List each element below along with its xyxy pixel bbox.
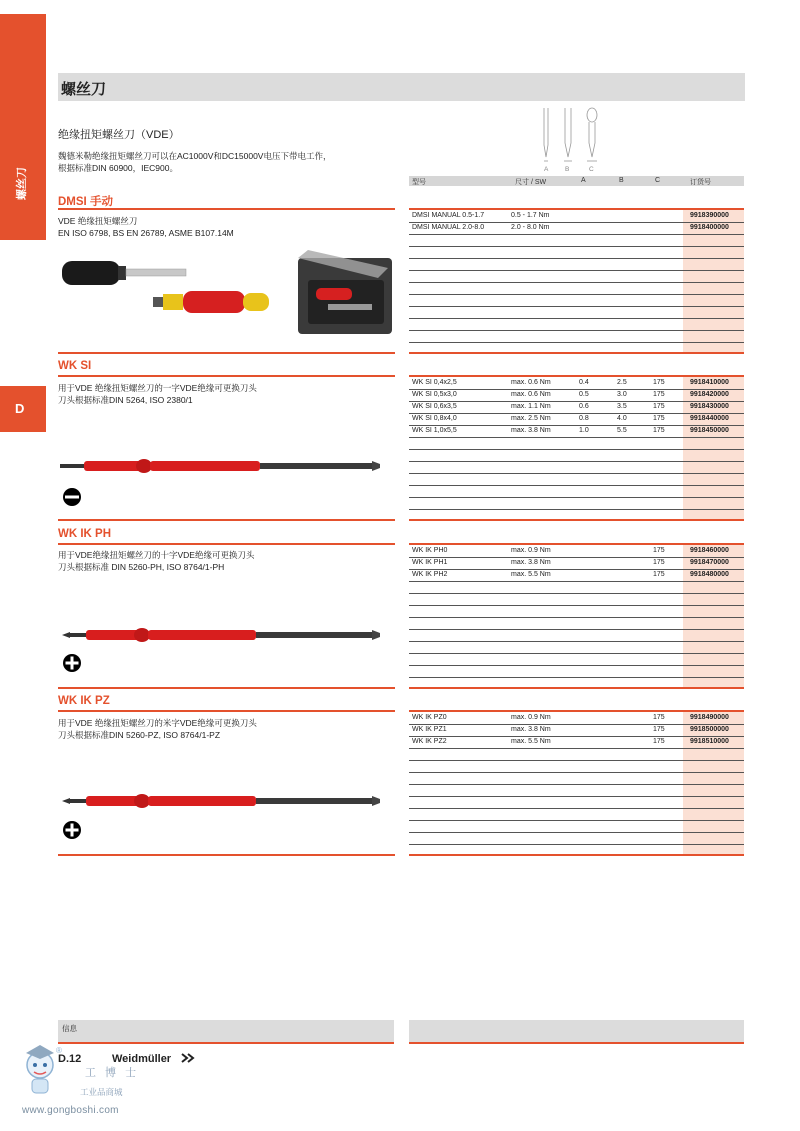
section-desc-wk-ik-ph	[58, 549, 388, 573]
table-wk-ik-ph	[409, 543, 744, 689]
cell-size: max. 5.5 Nm	[511, 738, 551, 745]
col-type: 型号	[412, 179, 426, 186]
cell-c: 175	[653, 714, 665, 721]
cell-type: WK SI 0,6x3,5	[412, 403, 457, 410]
row-line	[409, 473, 744, 474]
col-c: C	[655, 177, 661, 184]
cell-b: 5.5	[617, 427, 627, 434]
row-line	[409, 617, 744, 618]
cell-size: max. 0.6 Nm	[511, 379, 551, 386]
intro-line-1: 魏德米勒绝缘扭矩螺丝刀可以在AC1000V和DC15000V电压下带电工作，	[58, 151, 332, 161]
cell-type: WK SI 1,0x5,5	[412, 427, 457, 434]
page-number: D.12	[58, 1053, 82, 1065]
col-order: 订货号	[690, 179, 711, 186]
section-desc-line: EN ISO 6798, BS EN 26789, ASME B107.14M	[58, 228, 234, 238]
wk-si-blade-image	[60, 455, 390, 477]
section-title-wk-ik-ph: WK IK PH	[58, 528, 112, 540]
row-line	[409, 509, 744, 510]
cell-type: WK IK PZ1	[412, 726, 447, 733]
cell-size: max. 0.6 Nm	[511, 391, 551, 398]
table-rule	[409, 854, 744, 856]
cell-type: WK IK PH2	[412, 571, 448, 578]
table-dmsi	[409, 208, 744, 354]
row-line	[409, 282, 744, 283]
cell-c: 175	[653, 427, 665, 434]
row-line	[409, 653, 744, 654]
cell-c: 175	[653, 403, 665, 410]
section-desc-line: VDE 绝缘扭矩螺丝刀	[58, 216, 138, 226]
side-chapter-tab	[0, 14, 46, 240]
row-line	[409, 497, 744, 498]
bit-dimension-diagram	[530, 105, 610, 175]
row-line	[409, 832, 744, 833]
table-rule	[409, 352, 744, 354]
row-line	[409, 342, 744, 343]
table-wk-ik-pz	[409, 710, 744, 856]
cell-type: WK IK PH0	[412, 547, 448, 554]
cell-size: 2.0 - 8.0 Nm	[511, 224, 550, 231]
section-title-dmsi: DMSI 手动	[58, 196, 113, 208]
section-desc-wk-ik-pz	[58, 717, 388, 741]
row-line	[409, 306, 744, 307]
row-line	[409, 748, 744, 749]
cell-order: 9918480000	[690, 571, 729, 578]
section-rule	[58, 854, 395, 856]
diagram-label-a: A	[544, 166, 549, 173]
section-title-wk-si: WK SI	[58, 360, 92, 372]
mascot-logo-icon	[18, 1043, 80, 1105]
info-label: 信息	[62, 1024, 77, 1033]
col-size: 尺寸 / SW	[515, 179, 547, 186]
row-line	[409, 581, 744, 582]
cell-order: 9918470000	[690, 559, 729, 566]
table-rule	[409, 687, 744, 689]
section-desc-line: 刀头根据标准DIN 5264, ISO 2380/1	[58, 395, 193, 405]
row-line	[409, 641, 744, 642]
row-line	[409, 258, 744, 259]
table-row	[409, 546, 744, 557]
table-row	[409, 737, 744, 748]
row-line	[409, 808, 744, 809]
cell-type: WK IK PZ0	[412, 714, 447, 721]
row-line	[409, 449, 744, 450]
section-rule	[58, 710, 395, 712]
table-row	[409, 570, 744, 581]
row-line	[409, 772, 744, 773]
table-wk-si	[409, 375, 744, 521]
table-column-header	[409, 176, 744, 186]
table-row	[409, 713, 744, 724]
section-rule	[58, 375, 395, 377]
table-row	[409, 211, 744, 222]
registered-mark: ®	[56, 1046, 62, 1055]
brand-logo-text: Weidmüller	[112, 1053, 172, 1065]
cell-order: 9918410000	[690, 379, 729, 386]
table-row	[409, 426, 744, 437]
table-row	[409, 414, 744, 425]
cell-order: 9918500000	[690, 726, 729, 733]
row-line	[409, 461, 744, 462]
cell-c: 175	[653, 547, 665, 554]
page-title-bar	[58, 73, 745, 101]
row-line	[409, 234, 744, 235]
section-rule	[58, 208, 395, 210]
cell-type: WK SI 0,4x2,5	[412, 379, 457, 386]
slotted-tip-icon	[62, 487, 82, 507]
phillips-tip-icon	[62, 653, 82, 673]
cell-a: 0.8	[579, 415, 589, 422]
section-desc-line: 用于VDE 绝缘扭矩螺丝刀的米字VDE绝缘可更换刀头	[58, 718, 257, 728]
section-rule	[58, 543, 395, 545]
cell-c: 175	[653, 738, 665, 745]
chapter-letter: D	[15, 401, 25, 416]
cell-order: 9918450000	[690, 427, 729, 434]
section-title-wk-ik-pz: WK IK PZ	[58, 695, 110, 707]
section-desc-wk-si	[58, 382, 388, 406]
row-line	[409, 605, 744, 606]
cell-b: 4.0	[617, 415, 627, 422]
table-row	[409, 390, 744, 401]
cell-size: max. 3.8 Nm	[511, 559, 551, 566]
row-line	[409, 844, 744, 845]
watermark-name: 工 博 士	[85, 1067, 140, 1079]
info-bar	[58, 1020, 394, 1042]
cell-a: 0.4	[579, 379, 589, 386]
side-tab-label: 螺丝刀	[16, 167, 28, 200]
cell-order: 9918460000	[690, 547, 729, 554]
cell-a: 1.0	[579, 427, 589, 434]
cell-order: 9918390000	[690, 212, 729, 219]
cell-order: 9918400000	[690, 224, 729, 231]
cell-size: max. 3.8 Nm	[511, 427, 551, 434]
cell-c: 175	[653, 559, 665, 566]
row-line	[409, 629, 744, 630]
row-line	[409, 318, 744, 319]
footer-rule	[58, 1042, 394, 1044]
cell-order: 9918420000	[690, 391, 729, 398]
section-rule	[58, 687, 395, 689]
cell-type: DMSI MANUAL 0.5-1.7	[412, 212, 485, 219]
cell-size: max. 5.5 Nm	[511, 571, 551, 578]
cell-type: WK IK PH1	[412, 559, 448, 566]
section-desc-dmsi	[58, 215, 388, 239]
section-desc-line: 刀头根据标准DIN 5260-PZ, ISO 8764/1-PZ	[58, 730, 221, 740]
table-row	[409, 402, 744, 413]
row-line	[409, 665, 744, 666]
section-rule	[58, 519, 395, 521]
cell-size: 0.5 - 1.7 Nm	[511, 212, 550, 219]
cell-b: 2.5	[617, 379, 627, 386]
diagram-label-c: C	[589, 166, 594, 173]
row-line	[409, 485, 744, 486]
dmsi-product-photo	[58, 248, 398, 348]
wk-ik-pz-blade-image	[60, 790, 390, 812]
cell-type: DMSI MANUAL 2.0-8.0	[412, 224, 485, 231]
cell-a: 0.6	[579, 403, 589, 410]
row-line	[409, 246, 744, 247]
cell-b: 3.5	[617, 403, 627, 410]
table-row	[409, 558, 744, 569]
table-rule	[409, 519, 744, 521]
footer-rule	[409, 1042, 744, 1044]
col-b: B	[619, 177, 624, 184]
page-title: 螺丝刀	[61, 81, 107, 98]
row-line	[409, 820, 744, 821]
row-line	[409, 677, 744, 678]
cell-c: 175	[653, 415, 665, 422]
row-line	[409, 437, 744, 438]
row-line	[409, 760, 744, 761]
cell-order: 9918440000	[690, 415, 729, 422]
wk-ik-ph-blade-image	[60, 624, 390, 646]
table-row	[409, 378, 744, 389]
row-line	[409, 270, 744, 271]
intro-line-2: 根据标准DIN 60900，IEC900。	[58, 163, 178, 173]
row-line	[409, 330, 744, 331]
cell-order: 9918510000	[690, 738, 729, 745]
table-row	[409, 223, 744, 234]
cell-size: max. 1.1 Nm	[511, 403, 551, 410]
section-desc-line: 刀头根据标准 DIN 5260-PH, ISO 8764/1-PH	[58, 562, 225, 572]
brand-mark-icon	[181, 1052, 195, 1064]
cell-type: WK IK PZ2	[412, 738, 447, 745]
cell-size: max. 0.9 Nm	[511, 714, 551, 721]
cell-c: 175	[653, 726, 665, 733]
col-a: A	[581, 177, 586, 184]
pozidriv-tip-icon	[62, 820, 82, 840]
chapter-letter-tab	[0, 386, 46, 432]
cell-b: 3.0	[617, 391, 627, 398]
section-rule	[58, 352, 395, 354]
intro-subtitle: 绝缘扭矩螺丝刀（VDE）	[58, 129, 180, 141]
intro-text	[58, 150, 378, 174]
watermark-tagline: 工业品商城	[80, 1087, 123, 1097]
row-line	[409, 796, 744, 797]
cell-a: 0.5	[579, 391, 589, 398]
cell-type: WK SI 0,8x4,0	[412, 415, 457, 422]
cell-size: max. 0.9 Nm	[511, 547, 551, 554]
section-desc-line: 用于VDE绝缘扭矩螺丝刀的十字VDE绝缘可更换刀头	[58, 550, 255, 560]
cell-order: 9918490000	[690, 714, 729, 721]
cell-type: WK SI 0,5x3,0	[412, 391, 457, 398]
diagram-label-b: B	[565, 166, 570, 173]
watermark-site: www.gongboshi.com	[22, 1105, 119, 1116]
row-line	[409, 593, 744, 594]
row-line	[409, 294, 744, 295]
cell-c: 175	[653, 571, 665, 578]
table-row	[409, 725, 744, 736]
cell-order: 9918430000	[690, 403, 729, 410]
row-line	[409, 784, 744, 785]
info-bar-right	[409, 1020, 744, 1042]
section-desc-line: 用于VDE 绝缘扭矩螺丝刀的一字VDE绝缘可更换刀头	[58, 383, 257, 393]
cell-c: 175	[653, 379, 665, 386]
cell-size: max. 2.5 Nm	[511, 415, 551, 422]
cell-size: max. 3.8 Nm	[511, 726, 551, 733]
cell-c: 175	[653, 391, 665, 398]
